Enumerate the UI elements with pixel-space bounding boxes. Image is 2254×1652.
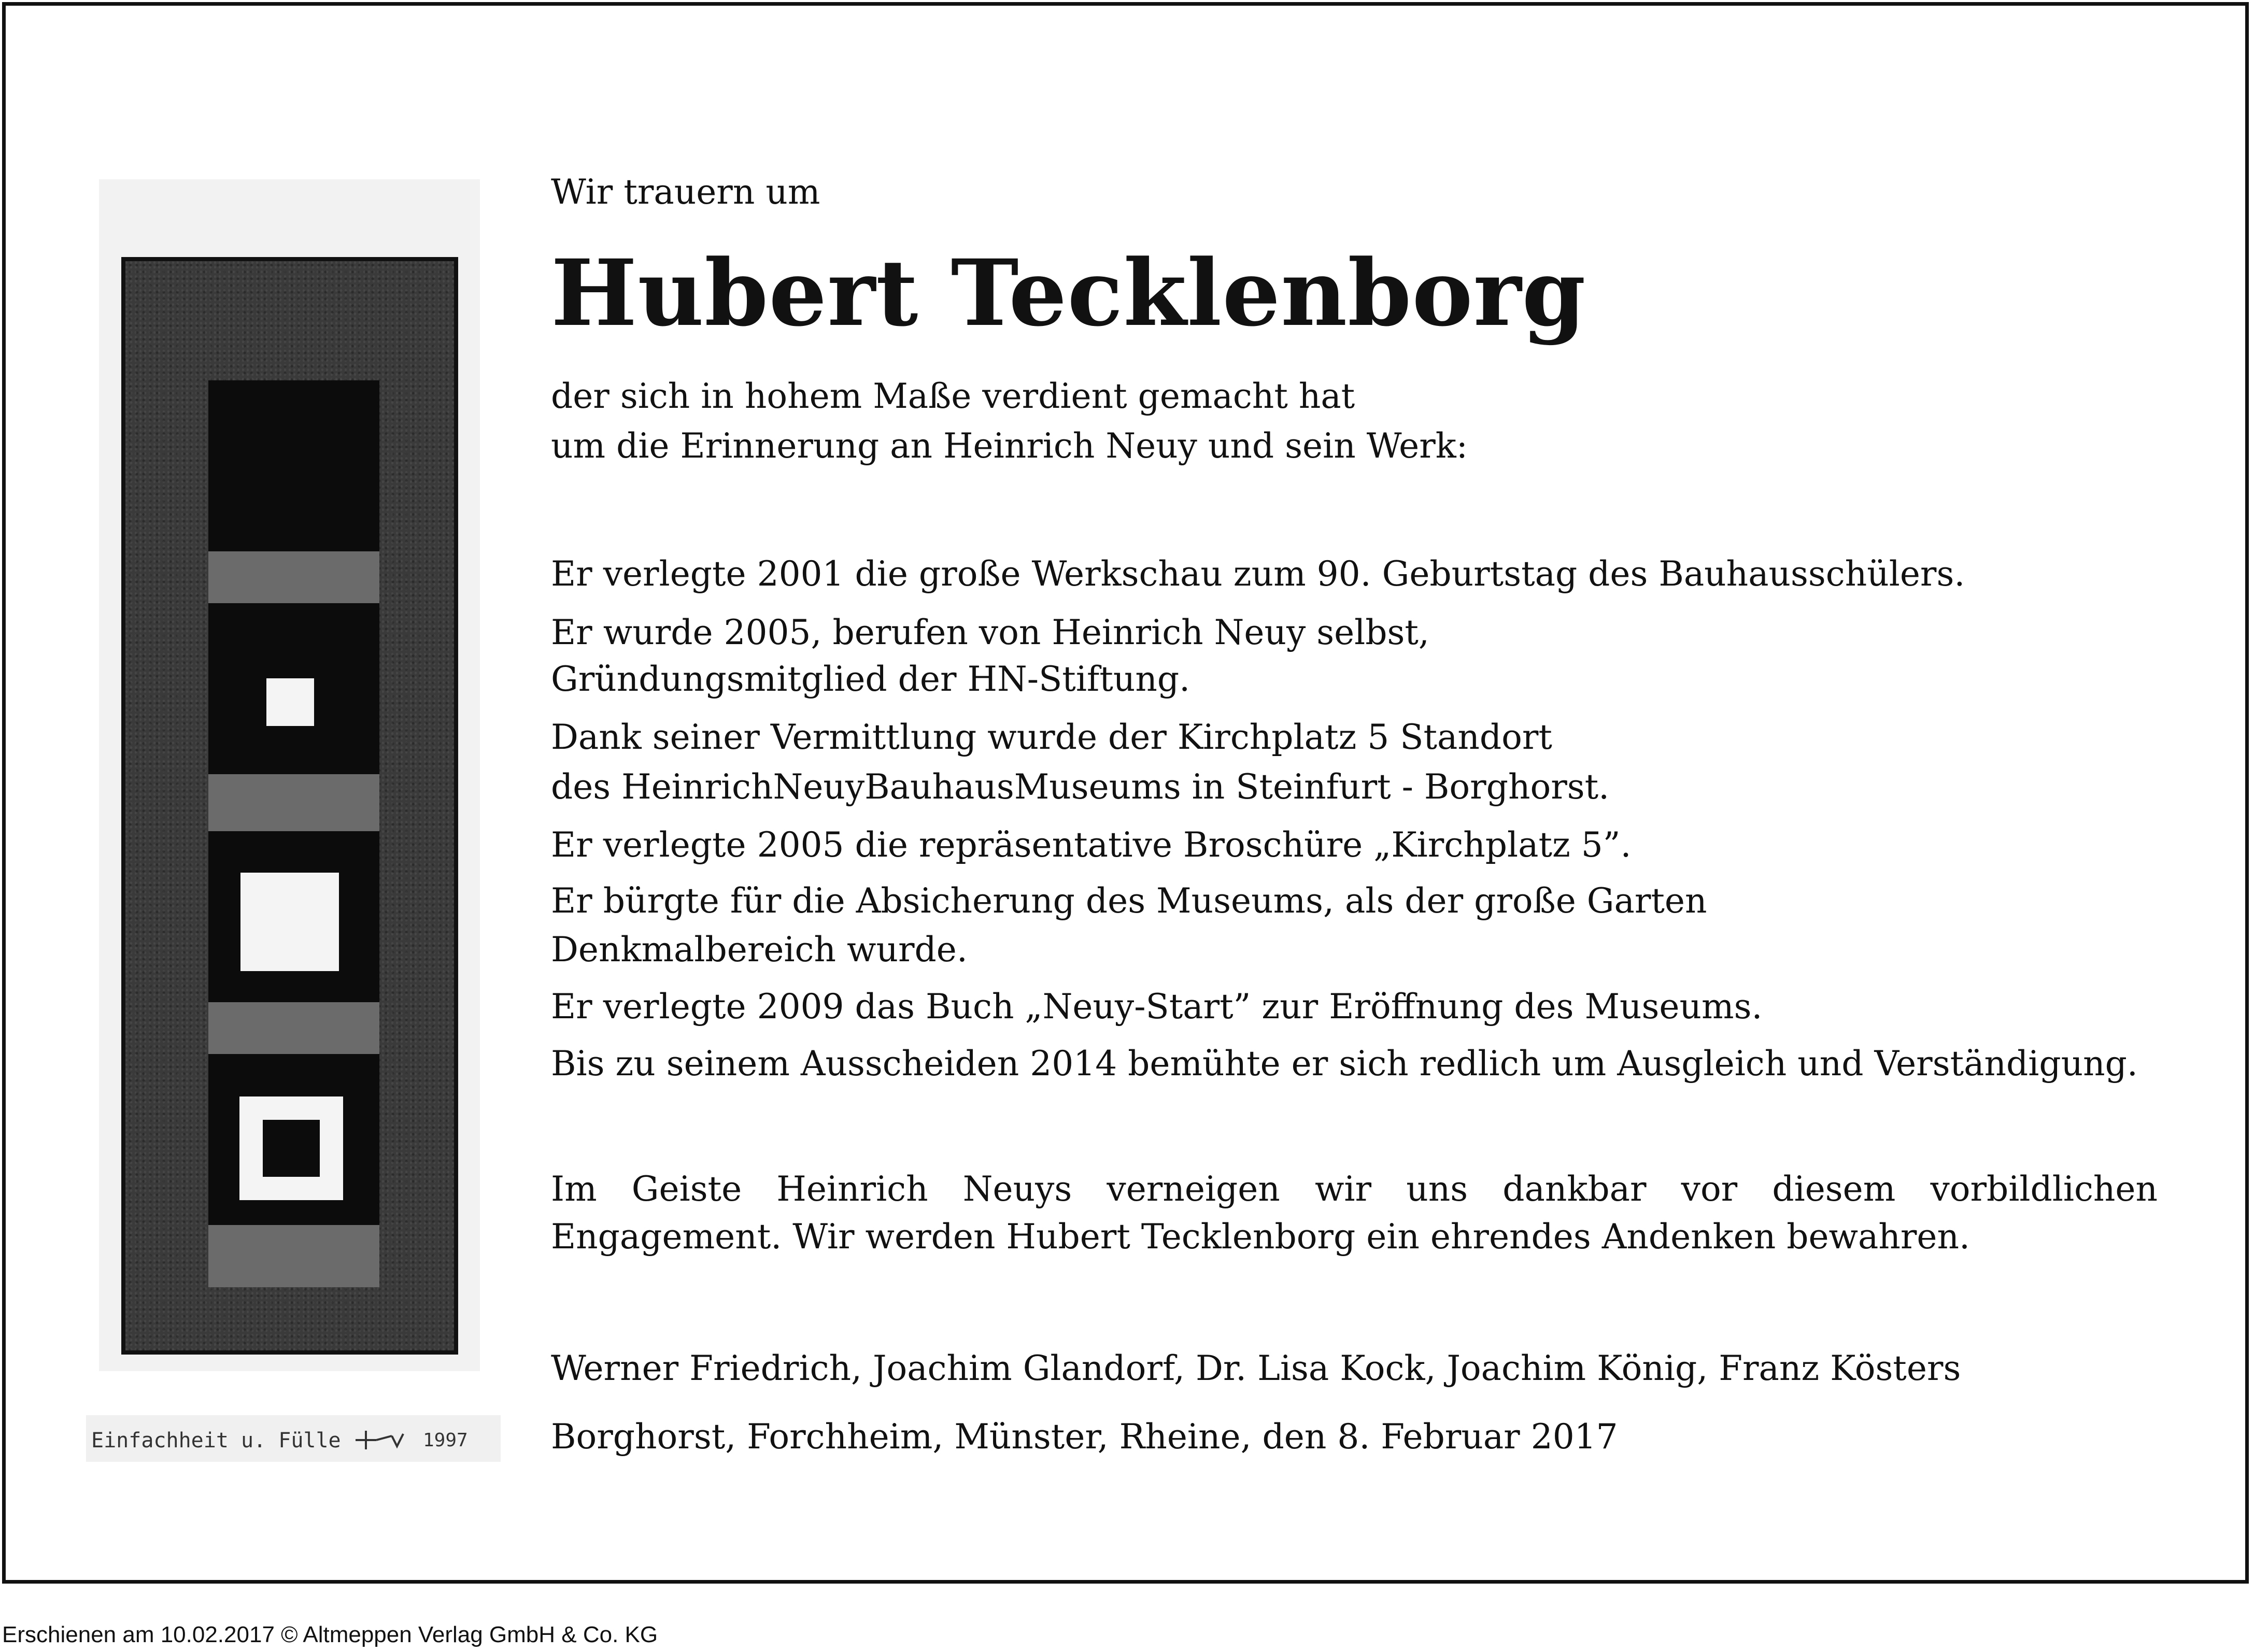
achievement-line: Er verlegte 2005 die repräsentative Broschüre „Kirchplatz 5”.	[551, 825, 1632, 865]
achievement-line: Gründungsmitglied der HN-Stiftung.	[551, 659, 1190, 699]
achievement-line: Er bürgte für die Absicherung des Museums, als der große Garten	[551, 881, 1707, 921]
achievement-line: Er verlegte 2001 die große Werkschau zum 90. Geburtstag des Bauhausschülers.	[551, 554, 1965, 594]
achievement-line: Er verlegte 2009 das Buch „Neuy-Start” zur Eröffnung des Museums.	[551, 987, 1763, 1027]
place-and-date: Borghorst, Forchheim, Münster, Rheine, den 8. Februar 2017	[551, 1417, 1618, 1457]
artwork-column	[208, 380, 379, 1287]
achievement-line: Dank seiner Vermittlung wurde der Kirchplatz 5 Standort	[551, 717, 1552, 757]
intro-line: Wir trauern um	[551, 172, 820, 212]
dedication-line: um die Erinnerung an Heinrich Neuy und sein Werk:	[551, 426, 1468, 466]
publication-footer: Erschienen am 10.02.2017 © Altmeppen Verlag GmbH & Co. KG	[2, 1622, 658, 1647]
obituary-notice	[2, 2, 2249, 1584]
artwork-square-black	[208, 380, 379, 551]
artwork-square-small-white	[208, 603, 379, 774]
artwork-square-large-white	[208, 831, 379, 1002]
artwork-caption-text: Einfachheit u. Fülle	[91, 1429, 341, 1452]
artwork-square-framed	[208, 1054, 379, 1225]
artwork-panel	[121, 257, 458, 1355]
achievement-line: Er wurde 2005, berufen von Heinrich Neuy selbst,	[551, 613, 1429, 652]
dedication-line: der sich in hohem Maße verdient gemacht hat	[551, 376, 1355, 416]
achievement-line: Denkmalbereich wurde.	[551, 930, 968, 970]
achievement-line: Bis zu seinem Ausscheiden 2014 bemühte er sich redlich um Ausgleich und Verständigung.	[551, 1044, 2138, 1084]
closing-paragraph: Im Geiste Heinrich Neuys verneigen wir uns dankbar vor diesem vorbildlichen Engagement. Wir werden Hubert Tecklenborg ein ehrendes Andenken bewahren.	[551, 1169, 2158, 1257]
achievement-line: des HeinrichNeuyBauhausMuseums in Steinfurt - Borghorst.	[551, 767, 1610, 807]
deceased-name: Hubert Tecklenborg	[551, 239, 1586, 347]
artwork-signature	[86, 1415, 501, 1462]
artwork-image	[99, 179, 480, 1371]
artwork-year-text: 1997	[423, 1430, 468, 1451]
signatories: Werner Friedrich, Joachim Glandorf, Dr. Lisa Kock, Joachim König, Franz Kösters	[551, 1348, 1961, 1388]
